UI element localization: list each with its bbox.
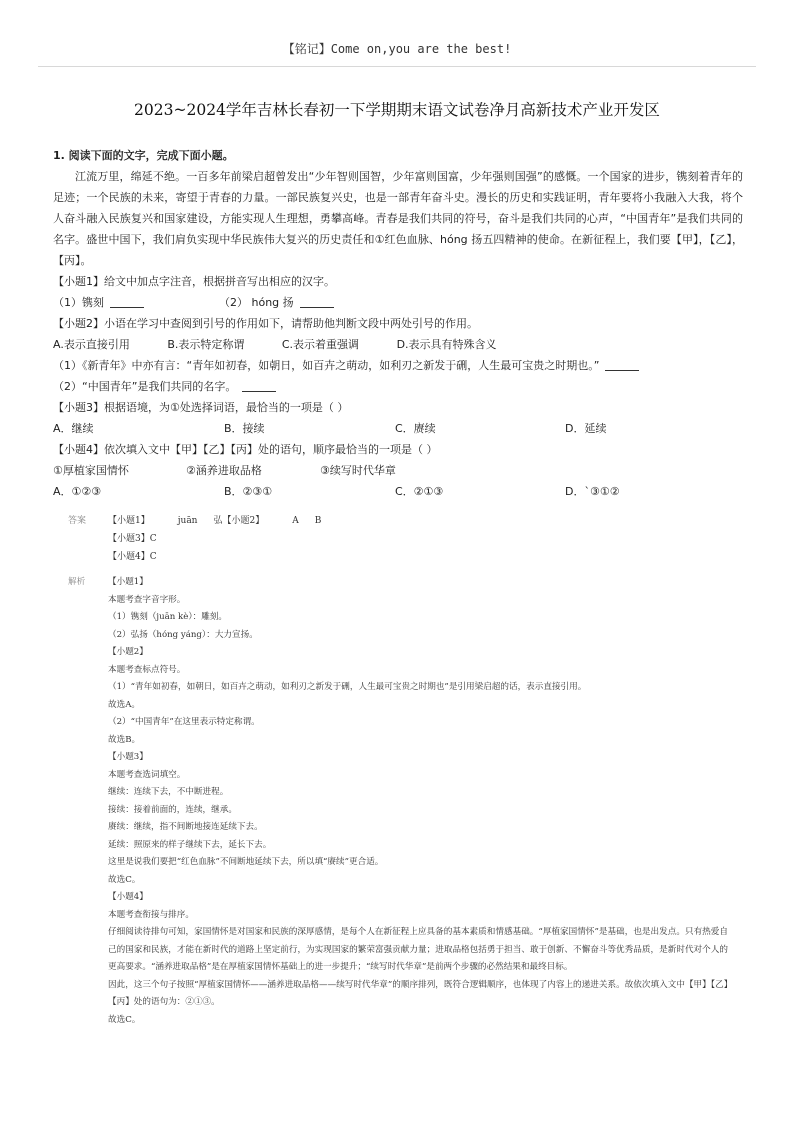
sub2-prompt: 【小题2】小语在学习中查阅到引号的作用如下，请帮助他判断文段中两处引号的作用。: [53, 317, 478, 330]
sub4-option-a[interactable]: A．①②③: [53, 485, 102, 498]
sub2-option-b: B.表示特定称谓: [167, 338, 245, 351]
sub3-option-d[interactable]: D．延续: [565, 422, 607, 435]
answer-blank[interactable]: [300, 295, 334, 308]
reading-passage: 江流万里，绵延不绝。一百多年前梁启超曾发出“少年智则国智，少年富则国富，少年强则国强”的感慨。一个国家的进步，镌刻着青年的足迹；一个民族的未来，寄望于青春的力量。一部民族复兴史，也是一部青年奋斗史。漫长的历史和实践证明，青年要将小我融入大我，将个人奋斗融入民族复兴和国家建设，方能实现人生理想，勇攀高峰。青春是我们共同的符号，奋斗是我们共同的心声，“中国青年”是我们共同的名字。盛世中国下，我们肩负实现中华民族伟大复兴的历史责任和①红色血脉、hóng 扬五四精神的使命。在新征程上，我们要【甲】，【乙】，【丙】。: [53, 170, 743, 267]
answer-blank[interactable]: [242, 379, 276, 392]
page-title: 2023~2024学年吉林长春初一下学期期末语文试卷净月高新技术产业开发区: [134, 101, 660, 119]
sub3-option-c[interactable]: C．赓续: [395, 422, 436, 435]
explanation-line: 故选C。: [108, 874, 141, 885]
explanation-line: 【小题3】: [108, 752, 148, 762]
sub2-options: [53, 334, 743, 355]
explanation-line: 因此，这三个句子按照“厚植家国情怀——涵养进取品格——续写时代华章”的顺序排列，既符合逻辑顺序，也体现了内容上的递进关系。故依次填入文中【甲】【乙】【丙】处的语句为：②①③。: [108, 979, 728, 1007]
header-divider: [38, 66, 756, 67]
sub2-item2: （2）“中国青年”是我们共同的名字。: [53, 380, 237, 393]
sub2-item2-line: [53, 376, 743, 397]
answer-sub2-b: B: [314, 516, 322, 526]
explanation-line: 【小题2】: [108, 647, 148, 657]
explanation-line: 继续：连续下去，不中断进程。: [108, 787, 229, 797]
sub4-prompt: 【小题4】依次填入文中【甲】【乙】【丙】处的语句，顺序最恰当的一项是（ ）: [53, 443, 438, 456]
answer-sub2-a: A: [292, 516, 299, 526]
sub4-options: [53, 481, 743, 502]
sub2-option-d: D.表示具有特殊含义: [396, 338, 497, 351]
sub2-option-c: C.表示着重强调: [281, 338, 360, 351]
explanation-line: 故选B。: [108, 734, 141, 745]
answer-char: 弘【小题2】: [213, 516, 265, 526]
sub1-item2: （2） hóng 扬: [219, 296, 294, 309]
answer-section: [68, 512, 728, 566]
answer-line-3: 【小题4】C: [108, 552, 157, 562]
answer-blank[interactable]: [605, 358, 639, 371]
explanation-label: 解析: [68, 577, 86, 587]
explanation-line: 【小题1】: [108, 577, 148, 587]
explanation-line: 本题考查衔接与排序。: [108, 909, 194, 920]
sub4-option-c[interactable]: C．②①③: [395, 485, 444, 498]
sub3-option-b[interactable]: B．接续: [224, 422, 265, 435]
sub4-phrase-1: ①厚植家国情怀: [53, 464, 129, 477]
explanation-line: （1）“青年如初春，如朝日，如百卉之萌动，如利刃之新发于硎，人生最可宝贵之时期也”是引用梁启超的话，表示直接引用。: [108, 682, 587, 692]
sub1-items: [53, 292, 743, 313]
answer-sub1-label: 【小题1】: [108, 516, 150, 526]
answer-line-2: 【小题3】C: [108, 534, 157, 544]
explanation-line: （2）“中国青年”在这里表示特定称谓。: [108, 717, 260, 727]
explanation-line: 这里是说我们要把“红色血脉”不间断地延续下去，所以填“赓续”更合适。: [108, 857, 384, 867]
explanation-line: （2）弘扬（hóng yáng）：大力宣扬。: [108, 629, 258, 640]
explanation-section: [68, 574, 728, 1029]
answer-blank[interactable]: [110, 295, 144, 308]
explanation-line: 接续：接着前面的，连续，继承。: [108, 804, 237, 815]
sub3-options: [53, 418, 743, 439]
explanation-line: 故选C。: [108, 1014, 141, 1025]
sub4-phrases: [53, 460, 743, 481]
explanation-body: [108, 574, 728, 1029]
explanation-line: 【小题4】: [108, 892, 148, 902]
sub4-phrase-2: ②涵养进取品格: [186, 464, 262, 477]
answer-pinyin: juān: [177, 516, 198, 526]
explanation-line: 延续：照原来的样子继续下去，延长下去。: [108, 839, 272, 850]
explanation-line: 仔细阅读待排句可知，家国情怀是对国家和民族的深厚感情，是每个人在新征程上应具备的基本素质和情感基础。“厚植家国情怀”是基础，也是出发点。只有热爱自己的国家和民族，才能在新时代的道路上坚定前行，为实现国家的繁荣富强贡献力量；进取品格包括勇于担当、敢于创新、不懈奋斗等优秀品质，是新时代对个人的更高要求。“涵养进取品格”是在厚植家国情怀基础上的进一步提升；“续写时代华章”是前两个步骤的必然结果和最终目标。: [108, 927, 728, 972]
sub1-prompt: 【小题1】给文中加点字注音，根据拼音写出相应的汉字。: [53, 275, 335, 288]
question-section: [53, 145, 743, 502]
sub2-option-a: A.表示直接引用: [53, 338, 130, 351]
question-heading: 1. 阅读下面的文字，完成下面小题。: [53, 149, 234, 162]
sub4-phrase-3: ③续写时代华章: [320, 464, 396, 477]
explanation-line: 赓续：继续，指不间断地接连延续下去。: [108, 822, 263, 832]
explanation-line: 本题考查选词填空。: [108, 769, 186, 780]
answer-label: 答案: [68, 516, 87, 526]
sub4-option-b[interactable]: B．②③①: [224, 485, 273, 498]
sub4-option-d[interactable]: D．`③①②: [565, 485, 620, 498]
sub2-item1-line: [53, 355, 743, 376]
sub2-item1: （1）《新青年》中亦有言：“青年如初春，如朝日，如百卉之萌动，如利刃之新发于硎，人生最可宝贵之时期也。”: [53, 359, 600, 372]
explanation-line: （1）镌刻（juān kè）：雕刻。: [108, 612, 227, 622]
sub3-prompt: 【小题3】根据语境，为①处选择词语，最恰当的一项是（ ）: [53, 401, 349, 414]
sub1-item1: （1）镌刻: [53, 296, 104, 309]
header-motto: 【铭记】Come on,you are the best!: [282, 42, 512, 56]
explanation-line: 本题考查标点符号。: [108, 664, 186, 675]
explanation-line: 本题考查字音字形。: [108, 594, 186, 605]
answer-line-1: [108, 512, 728, 530]
explanation-line: 故选A。: [108, 699, 140, 710]
sub3-option-a[interactable]: A．继续: [53, 422, 94, 435]
